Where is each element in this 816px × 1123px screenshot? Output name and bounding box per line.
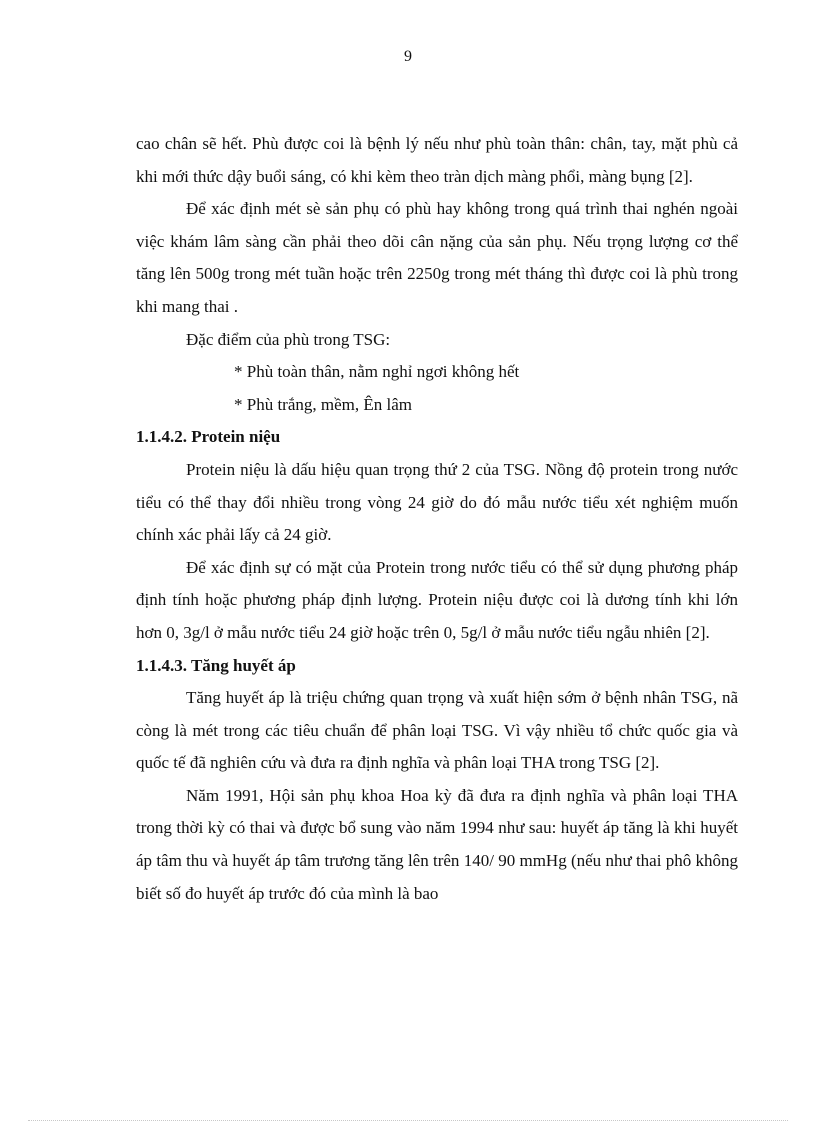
paragraph-edema-weight: Để xác định mét sè sản phụ có phù hay không trong quá trình thai nghén ngoài việc khám lâm sàng cần phải theo dõi cân nặng của sản phụ. Nếu trọng lượng cơ thể tăng lên 500g trong mét tuần hoặc trên 2250g trong mét tháng thì được coi là phù trong khi mang thai . — [136, 199, 738, 316]
paragraph-protein-sign: Protein niệu là dấu hiệu quan trọng thứ 2 của TSG. Nồng độ protein trong nước tiểu có thể thay đổi nhiều trong vòng 24 giờ do đó mẫu nước tiểu xét nghiệm muốn chính xác phải lấy cả 24 giờ. — [136, 459, 738, 545]
paragraph-hypertension-definition: Năm 1991, Hội sản phụ khoa Hoa kỳ đã đưa ra định nghĩa và phân loại THA trong thời kỳ có thai và được bổ sung vào năm 1994 như sau: huyết áp tăng là khi huyết áp tâm thu và huyết áp tâm trương tăng lên trên 140/ 90 mmHg (nếu như thai phô không biết số đo huyết áp trước đó của mình là bao — [136, 785, 738, 903]
paragraph-hypertension-symptom: Tăng huyết áp là triệu chứng quan trọng và xuất hiện sớm ở bệnh nhân TSG, nã còng là mét trong các tiêu chuẩn để phân loại TSG. Vì vậy nhiều tổ chức quốc gia và quốc tế đã nghiên cứu và đưa ra định nghĩa và phân loại THA trong TSG [2]. — [136, 688, 738, 773]
page-bottom-divider — [28, 1120, 788, 1121]
list-item: * Phù toàn thân, nằm nghỉ ngơi không hết — [234, 362, 520, 382]
section-heading-hypertension: 1.1.4.3. Tăng huyết áp — [136, 655, 296, 675]
body-text — [136, 128, 738, 910]
page-number: 9 — [404, 48, 412, 65]
paragraph-protein-method: Để xác định sự có mặt của Protein trong nước tiểu có thể sử dụng phương pháp định tính hoặc phương pháp định lượng. Protein niệu được coi là dương tính khi lớn hơn 0, 3g/l ở mẫu nước tiểu 24 giờ hoặc trên 0, 5g/l ở mẫu nước tiểu ngẫu nhiên [2]. — [136, 557, 738, 642]
section-heading-protein: 1.1.4.2. Protein niệu — [136, 427, 281, 447]
list-item: * Phù trắng, mềm, Ên lâm — [234, 394, 413, 414]
paragraph-edema-continued: cao chân sẽ hết. Phù được coi là bệnh lý nếu như phù toàn thân: chân, tay, mặt phù cả khi mới thức dậy buổi sáng, có khi kèm theo tràn dịch màng phổi, màng bụng [2]. — [136, 134, 738, 186]
paragraph-edema-features: Đặc điểm của phù trong TSG: — [186, 329, 391, 349]
